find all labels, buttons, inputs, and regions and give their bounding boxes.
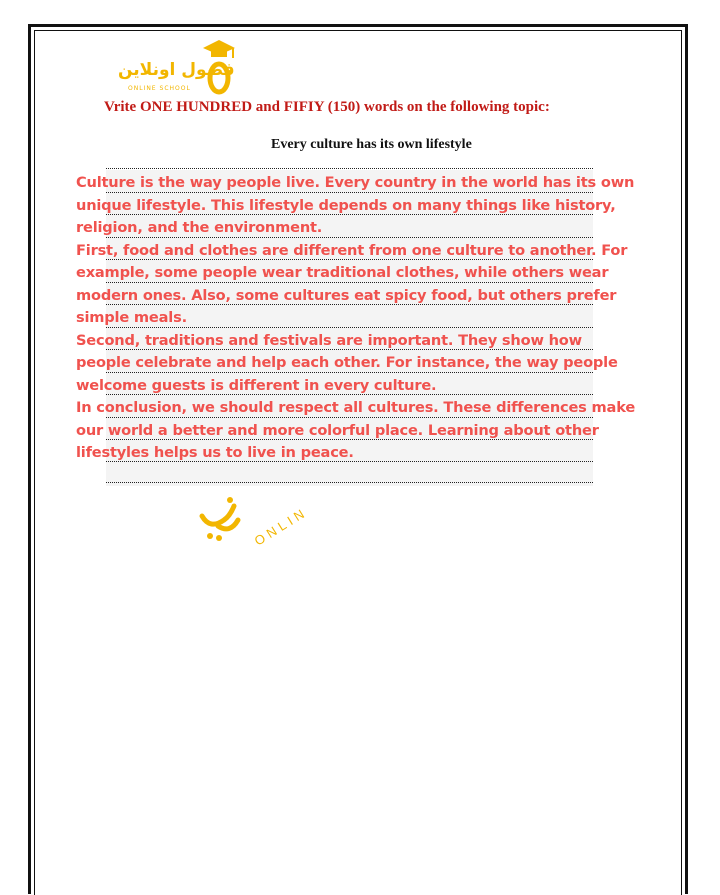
writing-instruction: Vrite ONE HUNDRED and FIFIY (150) words on the following topic: (104, 99, 550, 115)
graduation-cap-pin-icon (202, 38, 236, 100)
answer-paragraph-conclusion: In conclusion, we should respect all cultures. These differences make our world a better and more colorful place. Learning about other lifestyles helps us to live in peace. (76, 399, 636, 461)
school-logo (118, 36, 248, 106)
watermark-logo (196, 478, 346, 558)
essay-topic: Every culture has its own lifestyle (271, 137, 472, 152)
logo-arabic-name: فصول اونلاين (118, 60, 235, 80)
handwritten-answer (76, 172, 636, 465)
watermark-text: ONLIN (251, 504, 311, 549)
answer-paragraph-intro: Culture is the way people live. Every country in the world has its own unique lifestyle. This lifestyle depends on many things like history, religion, and the environment. (76, 174, 635, 236)
answer-paragraph-traditions: Second, traditions and festivals are important. They show how people celebrate and help each other. For instance, the way people welcome guests is different in every culture. (76, 331, 618, 394)
logo-subtitle: ONLINE SCHOOL (128, 85, 191, 92)
writing-line (106, 482, 593, 483)
writing-line (106, 168, 593, 169)
answer-paragraph-food-clothes: First, food and clothes are different from one culture to another. For example, some people wear traditional clothes, while others wear modern ones. Also, some cultures eat spicy food, but others prefer simple meals. (76, 241, 628, 326)
